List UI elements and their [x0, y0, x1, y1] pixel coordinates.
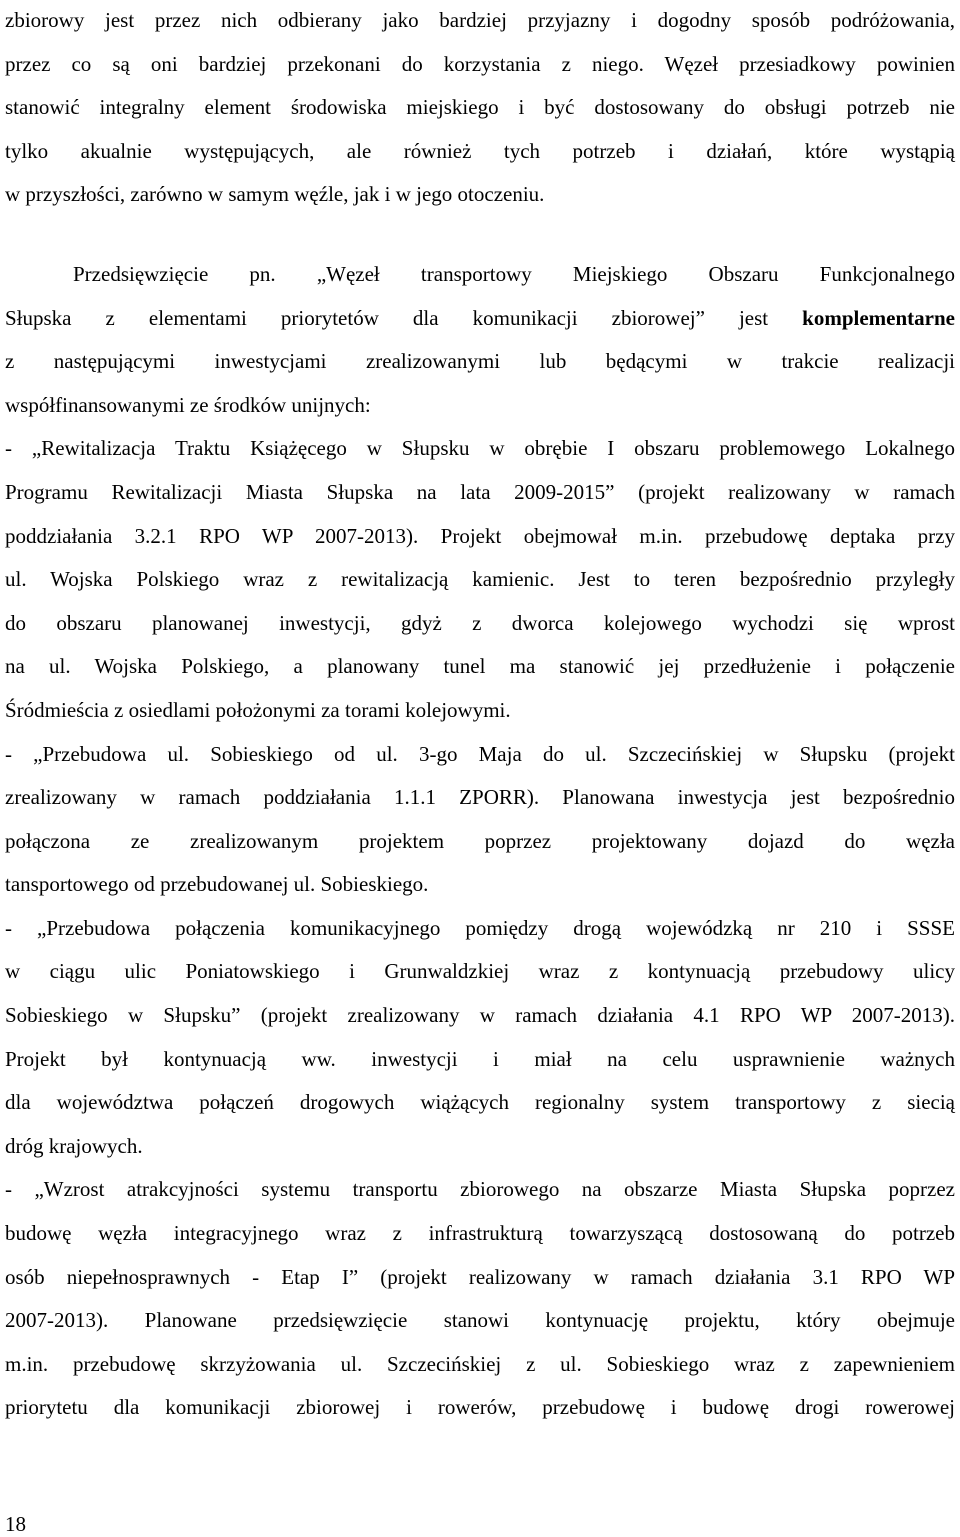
text-line: z następującymi inwestycjami zrealizowanymi lub będącymi w trakcie realizacji — [5, 349, 955, 374]
list-text-line: zrealizowany w ramach poddziałania 1.1.1 ZPORR). Planowana inwestycja jest bezpośrednio — [5, 785, 955, 810]
text-segment: Słupska z elementami priorytetów dla komunikacji zbiorowej” jest — [5, 305, 803, 330]
text-line: przez co są oni bardziej przekonani do korzystania z niego. Węzeł przesiadkowy powinien — [5, 51, 955, 76]
list-text-line: - „Wzrost atrakcyjności systemu transportu zbiorowego na obszarze Miasta Słupska poprzez — [5, 1177, 955, 1202]
list-text-line: osób niepełnosprawnych - Etap I” (projekt realizowany w ramach działania 3.1 RPO WP — [5, 1264, 955, 1289]
list-text-line: 2007-2013). Planowane przedsięwzięcie stanowi kontynuację projektu, który obejmuje — [5, 1308, 955, 1333]
list-text-line: Projekt był kontynuacją ww. inwestycji i miał na celu usprawnienie ważnych — [5, 1046, 955, 1071]
text-line: w przyszłości, zarówno w samym węźle, jak i w jego otoczeniu. — [5, 182, 545, 207]
list-text-line: dróg krajowych. — [5, 1133, 143, 1158]
list-text-line: połączona ze zrealizowanym projektem poprzez projektowany dojazd do węzła — [5, 828, 955, 853]
list-text-line: Programu Rewitalizacji Miasta Słupska na lata 2009-2015” (projekt realizowany w ramach — [5, 479, 955, 504]
bold-keyword: komplementarne — [802, 305, 955, 330]
document-page — [5, 0, 955, 1430]
list-text-line: Sobieskiego w Słupsku” (projekt zrealizowany w ramach działania 4.1 RPO WP 2007-2013). — [5, 1003, 955, 1028]
list-text-line: ul. Wojska Polskiego wraz z rewitalizacją kamienic. Jest to teren bezpośrednio przyległy — [5, 567, 955, 592]
list-text-line: dla województwa połączeń drogowych wiążących regionalny system transportowy z siecią — [5, 1090, 955, 1115]
text-line: tylko akualnie występujących, ale również tych potrzeb i działań, które wystąpią — [5, 138, 955, 163]
list-text-line: budowę węzła integracyjnego wraz z infrastrukturą towarzyszącą dostosowaną do potrzeb — [5, 1221, 955, 1246]
list-text-line: priorytetu dla komunikacji zbiorowej i rowerów, przebudowę i budowę drogi rowerowej — [5, 1395, 955, 1420]
list-text-line: - „Przebudowa ul. Sobieskiego od ul. 3-go Maja do ul. Szczecińskiej w Słupsku (projekt — [5, 741, 955, 766]
intro-paragraph — [5, 0, 955, 217]
complementarity-paragraph — [5, 253, 955, 427]
page-number: 18 — [5, 1512, 26, 1536]
list-text-line: Śródmieścia z osiedlami położonymi za torami kolejowymi. — [5, 697, 511, 722]
list-text-line: m.in. przebudowę skrzyżowania ul. Szczecińskiej z ul. Sobieskiego wraz z zapewnieniem — [5, 1351, 955, 1376]
paragraph-spacer — [5, 217, 955, 253]
list-text-line: - „Przebudowa połączenia komunikacyjnego pomiędzy drogą wojewódzką nr 210 i SSSE — [5, 915, 955, 940]
list-text-line: do obszaru planowanej inwestycji, gdyż z dworca kolejowego wychodzi się wprost — [5, 610, 955, 635]
list-text-line: na ul. Wojska Polskiego, a planowany tunel ma stanowić jej przedłużenie i połączenie — [5, 654, 955, 679]
list-text-line: poddziałania 3.2.1 RPO WP 2007-2013). Projekt obejmował m.in. przebudowę deptaka przy — [5, 523, 955, 548]
text-line: Przedsięwzięcie pn. „Węzeł transportowy Miejskiego Obszaru Funkcjonalnego — [73, 261, 955, 286]
project-list — [5, 427, 955, 1430]
list-text-line: w ciągu ulic Poniatowskiego i Grunwaldzkiej wraz z kontynuacją przebudowy ulicy — [5, 959, 955, 984]
list-text-line: - „Rewitalizacja Traktu Książęcego w Słupsku w obrębie I obszaru problemowego Lokalnego — [5, 436, 955, 461]
text-line: zbiorowy jest przez nich odbierany jako bardziej przyjazny i dogodny sposób podróżowania, — [5, 8, 955, 32]
text-line: stanowić integralny element środowiska miejskiego i być dostosowany do obsługi potrzeb nie — [5, 95, 955, 120]
text-line-with-emphasis — [5, 297, 955, 341]
list-text-line: tansportowego od przebudowanej ul. Sobieskiego. — [5, 872, 429, 897]
text-line: współfinansowanymi ze środków unijnych: — [5, 392, 371, 417]
